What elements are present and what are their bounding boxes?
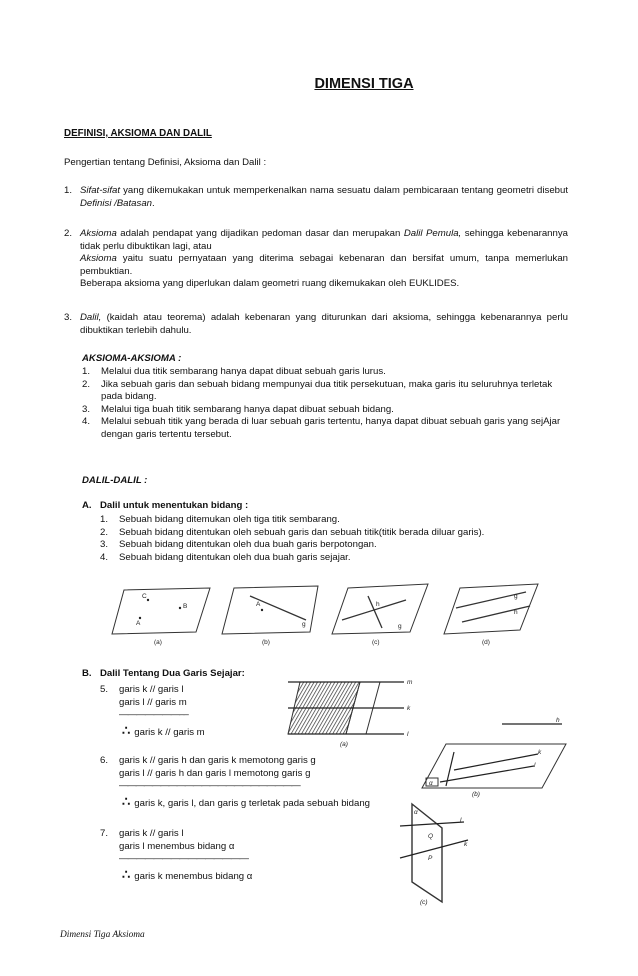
item-lead: Dalil, (80, 312, 102, 323)
item-text-2: sehingga kebenarannya tidak perlu dibuktikan lagi, atau (80, 228, 568, 252)
item-line2: yaitu suatu pernyataan yang diterima sebagai kebenaran dan bersifat umum, tanpa memerlukan pembuktian. (80, 253, 568, 277)
aksioma-heading: AKSIOMA-AKSIOMA : (82, 353, 182, 364)
figure-label: Q (428, 833, 434, 840)
section-title: DEFINISI, AKSIOMA DAN DALIL (64, 128, 212, 139)
list-text: Melalui tiga buah titik sembarang hanya dapat dibuat sebuah bidang. (101, 403, 394, 415)
item-text: adalah pendapat yang dijadikan pedoman dasar dan merupakan (116, 228, 404, 239)
list-number: 4. (100, 551, 109, 563)
definition-item-3 (64, 312, 568, 337)
list-text: Sebuah bidang ditentukan oleh dua buah garis sejajar. (119, 551, 351, 563)
page-footer: Dimensi Tiga Aksioma (60, 930, 145, 940)
entry-premise-2: garis l menembus bidang α (119, 840, 235, 852)
page-title: DIMENSI TIGA (314, 76, 414, 92)
figure-label: C (142, 593, 147, 600)
list-number: 3. (100, 539, 109, 551)
plane-figure-b2 (420, 740, 570, 800)
definition-item-2 (64, 228, 568, 291)
therefore-icon: ∴ (122, 793, 130, 809)
list-number: 2. (82, 378, 91, 390)
list-text: Melalui sebuah titik yang berada di luar sebuah garis tertentu, hanya dapat dibuat sebuah garis yang sejAjar dengan garis tertentu tersebut. (101, 416, 561, 440)
therefore-icon: ∴ (122, 722, 130, 738)
entry-premise-1: garis k // garis l (119, 828, 184, 839)
dalil-b-entry-6 (100, 755, 370, 810)
item-tail-italic: Definisi /Batasan (80, 197, 152, 209)
list-text: Melalui dua titik sembarang hanya dapat dibuat sebuah garis lurus. (101, 366, 386, 377)
figure-caption: (c) (372, 639, 380, 646)
dalil-heading: DALIL-DALIL : (82, 475, 148, 486)
dalil-b-entry-5 (100, 684, 205, 739)
figure-label: l (460, 817, 462, 824)
list-number: 2. (100, 526, 109, 538)
figure-caption: (a) (154, 639, 162, 646)
figure-label: m (407, 679, 413, 686)
plane-figure-c2 (392, 800, 482, 910)
list-number: 1. (100, 514, 109, 525)
entry-separator: ——————————————— (119, 853, 248, 865)
item-text: yang dikemukakan untuk memperkenalkan nama sesuatu dalam pembicaraan tentang geometri disebut (120, 185, 568, 196)
aksioma-item (82, 404, 570, 417)
dalil-item (100, 514, 560, 527)
figure-caption: (c) (420, 899, 428, 906)
list-text: Sebuah bidang ditentukan oleh dua buah garis berpotongan. (119, 539, 377, 551)
item-tail: . (152, 197, 155, 209)
entry-number: 6. (100, 755, 109, 766)
figure-caption: (d) (482, 639, 490, 646)
item-text: (kaidah atau teorema) adalah kebenaran yang diturunkan dari aksioma, sehingga kebenarannya perlu dibuktikan terlebih dahulu. (80, 312, 568, 336)
figure-label: h (514, 609, 518, 616)
plane-figure-d (444, 584, 538, 634)
definition-item-1 (64, 185, 568, 210)
aksioma-item (82, 379, 570, 404)
dalil-a-list (100, 514, 560, 564)
entry-number: 7. (100, 828, 109, 839)
entry-premise-1: garis k // garis h dan garis k memotong garis g (119, 755, 316, 766)
figure-label: l (407, 731, 409, 738)
figure-label: α (414, 809, 418, 816)
figure-label: k (407, 705, 411, 712)
dalil-b-title: Dalil Tentang Dua Garis Sejajar: (100, 668, 245, 679)
figure-caption: (a) (340, 741, 348, 748)
parallel-lines-figure-a (286, 676, 566, 746)
dalil-b-entry-7 (100, 828, 252, 883)
figure-label: l (534, 762, 536, 769)
aksioma-item (82, 366, 570, 379)
list-number: 4. (82, 416, 91, 428)
aksioma-item (82, 416, 570, 441)
dalil-item (100, 539, 560, 552)
plane-figure-c (332, 584, 428, 634)
figure-caption: (b) (472, 791, 480, 798)
item-number: 1. (64, 185, 73, 196)
item-mid-italic: Dalil Pemula, (403, 228, 462, 239)
list-text: Sebuah bidang ditemukan oleh tiga titik sembarang. (119, 514, 340, 525)
list-text: Jika sebuah garis dan sebuah bidang mempunyai dua titik persekutuan, maka garis itu seluruhnya terletak pada bidang. (101, 378, 553, 403)
plane-figure-a (112, 588, 210, 634)
figure-label: P (428, 855, 433, 862)
figure-label: k (464, 841, 468, 848)
aksioma-list (82, 366, 570, 442)
item-lead: Aksioma (80, 228, 117, 239)
plane-figures-a (110, 580, 530, 650)
item-line3: Beberapa aksioma yang diperlukan dalam geometri ruang dikemukakan oleh EUKLIDES. (80, 278, 460, 290)
dalil-a-letter: A. (82, 500, 92, 511)
item-lead: Sifat-sifat (80, 185, 120, 196)
list-number: 1. (82, 366, 91, 377)
list-number: 3. (82, 403, 91, 415)
entry-premise-2: garis l // garis m (119, 696, 187, 708)
therefore-icon: ∴ (122, 866, 130, 882)
figure-label: h (556, 717, 560, 724)
entry-separator: ———————–– (119, 709, 188, 721)
dalil-item (100, 552, 560, 565)
entry-number: 5. (100, 684, 109, 695)
entry-conclusion: garis k, garis l, dan garis g terletak pada sebuah bidang (134, 797, 371, 809)
figure-label: α (429, 780, 433, 787)
dalil-b-letter: B. (82, 668, 92, 679)
dalil-item (100, 527, 560, 540)
list-text: Sebuah bidang ditentukan oleh sebuah garis dan sebuah titik(titik berada diluar garis). (119, 526, 485, 538)
item-line2-lead: Aksioma (80, 253, 117, 265)
entry-premise-2: garis l // garis h dan garis l memotong garis g (119, 767, 311, 779)
item-number: 2. (64, 228, 73, 239)
figure-label: h (376, 601, 380, 608)
figure-caption: (b) (262, 639, 270, 646)
figure-label: B (183, 603, 188, 610)
intro-text: Pengertian tentang Definisi, Aksioma dan Dalil : (64, 157, 267, 168)
figure-label: g (398, 623, 402, 630)
figure-label: A (256, 601, 261, 608)
dalil-a-title: Dalil untuk menentukan bidang : (100, 500, 249, 511)
entry-conclusion: garis k menembus bidang α (134, 870, 253, 882)
figure-label: k (538, 749, 542, 756)
figure-label: g (514, 593, 518, 600)
entry-conclusion: garis k // garis m (134, 726, 205, 738)
item-number: 3. (64, 312, 73, 323)
entry-separator: —————————————————————— (119, 780, 300, 792)
figure-label: A (136, 620, 141, 627)
entry-premise-1: garis k // garis l (119, 684, 184, 695)
figure-label: g (302, 621, 306, 628)
